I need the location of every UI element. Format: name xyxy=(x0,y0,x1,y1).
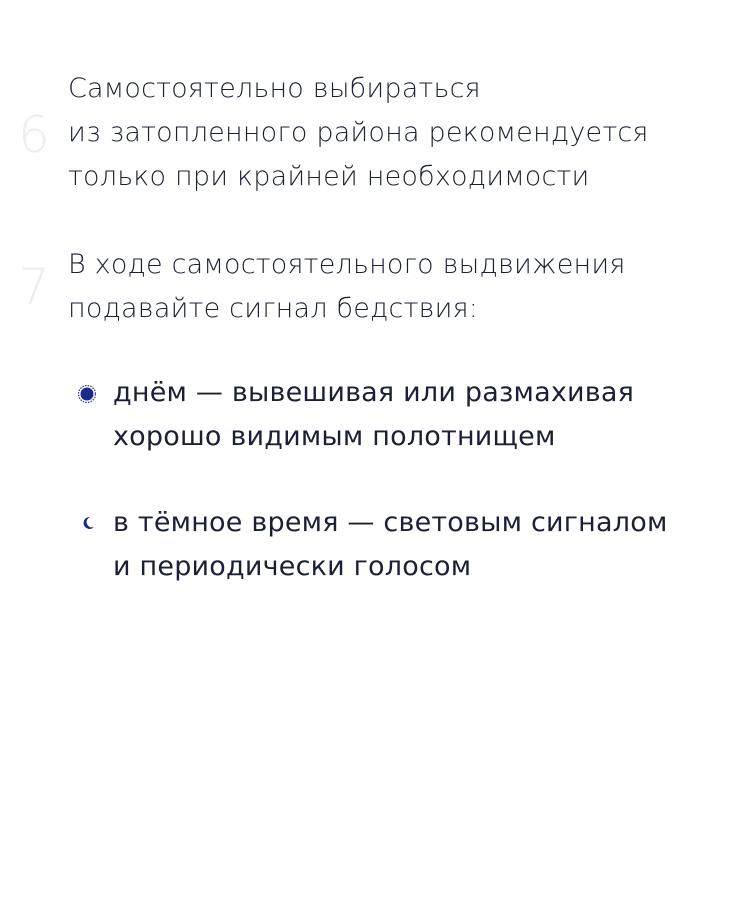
text-line: Самостоятельно выбираться xyxy=(68,73,481,104)
text-line: и периодически голосом xyxy=(113,551,472,582)
text-line: подавайте сигнал бедствия: xyxy=(68,293,479,324)
sun-icon xyxy=(78,385,96,403)
bullet-day xyxy=(113,371,634,459)
step-number: 7 xyxy=(18,258,50,316)
bullet-night xyxy=(113,501,668,589)
step-7-text xyxy=(68,243,626,331)
text-line: В ходе самостоятельного выдвижения xyxy=(68,249,626,280)
text-line: днём — вывешивая или размахивая xyxy=(113,377,635,408)
moon-icon xyxy=(81,516,95,530)
text-line: только при крайней необходимости xyxy=(68,161,590,192)
text-line: из затопленного района рекомендуется xyxy=(68,117,649,148)
text-line: хорошо видимым полотнищем xyxy=(113,421,556,452)
step-number: 6 xyxy=(18,106,50,164)
step-6-text xyxy=(68,67,649,199)
text-line: в тёмное время — световым сигналом xyxy=(113,507,668,538)
